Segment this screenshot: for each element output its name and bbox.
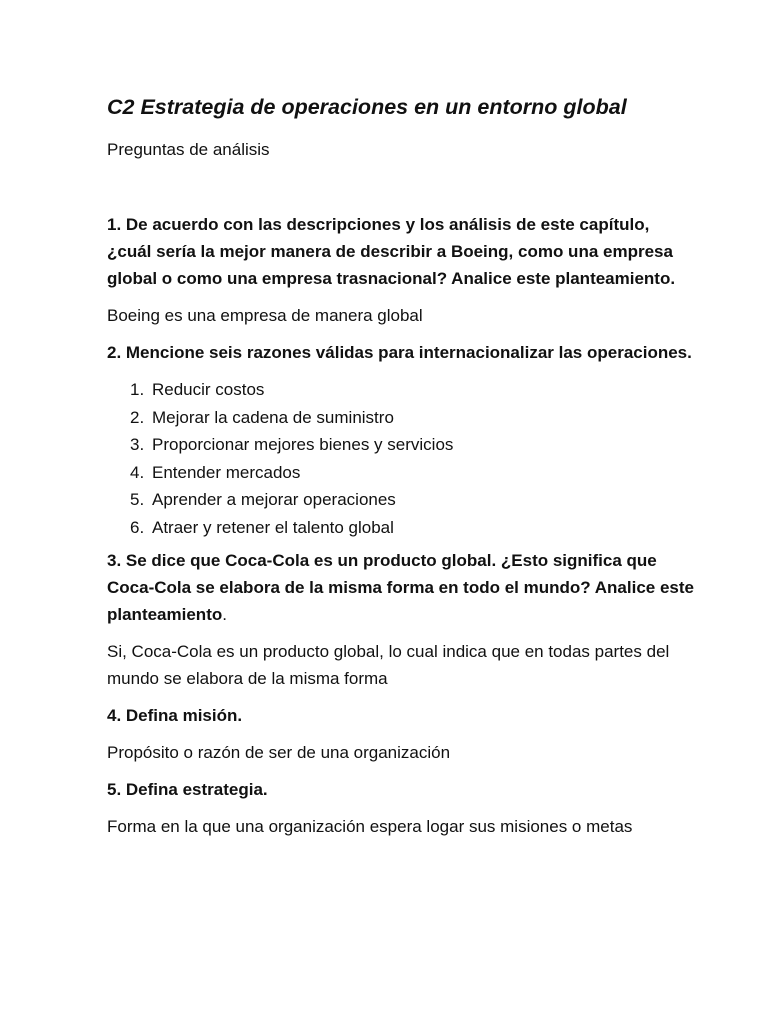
question-3-period: . — [222, 605, 227, 624]
list-item-text: Proporcionar mejores bienes y servicios — [152, 435, 454, 454]
list-item-number: 6. — [130, 517, 145, 537]
question-1: 1. De acuerdo con las descripciones y los análisis de este capítulo, ¿cuál sería la mejor manera de describir a Boeing, como una empresa global o como una empresa trasnacional? Analice este planteamiento. — [107, 215, 676, 288]
list-item — [107, 459, 697, 487]
list-item-text: Atraer y retener el talento global — [152, 517, 394, 537]
list-item — [107, 431, 697, 459]
answer-4: Propósito o razón de ser de una organización — [107, 743, 451, 762]
document-page — [107, 90, 697, 850]
question-3 — [107, 547, 697, 628]
question-5: 5. Defina estrategia. — [107, 780, 268, 799]
question-2: 2. Mencione seis razones válidas para internacionalizar las operaciones. — [107, 343, 692, 362]
answer-3: Si, Coca-Cola es un producto global, lo cual indica que en todas partes del mundo se elabora de la misma forma — [107, 642, 670, 688]
list-item-number: 3. — [130, 435, 145, 454]
list-item — [107, 376, 697, 404]
list-item-text: Aprender a mejorar operaciones — [152, 490, 396, 509]
reasons-list — [107, 376, 697, 541]
list-item-text: Mejorar la cadena de suministro — [152, 407, 394, 427]
document-title: C2 Estrategia de operaciones en un entorno global — [107, 95, 627, 119]
list-item — [107, 486, 697, 514]
list-item-number: 2. — [130, 407, 145, 427]
answer-1: Boeing es una empresa de manera global — [107, 306, 423, 325]
document-subtitle: Preguntas de análisis — [107, 140, 270, 159]
answer-5: Forma en la que una organización espera logar sus misiones o metas — [107, 817, 633, 836]
question-4: 4. Defina misión. — [107, 706, 243, 725]
list-item-text: Entender mercados — [152, 462, 301, 482]
list-item-number: 4. — [130, 462, 145, 482]
list-item-number: 5. — [130, 490, 145, 509]
list-item-number: 1. — [130, 380, 145, 399]
list-item — [107, 514, 697, 542]
question-3-text: 3. Se dice que Coca-Cola es un producto global. ¿Esto significa que Coca-Cola se elabora de la misma forma en todo el mundo? Analice este planteamiento — [107, 551, 694, 624]
list-item-text: Reducir costos — [152, 380, 265, 399]
list-item — [107, 404, 697, 432]
